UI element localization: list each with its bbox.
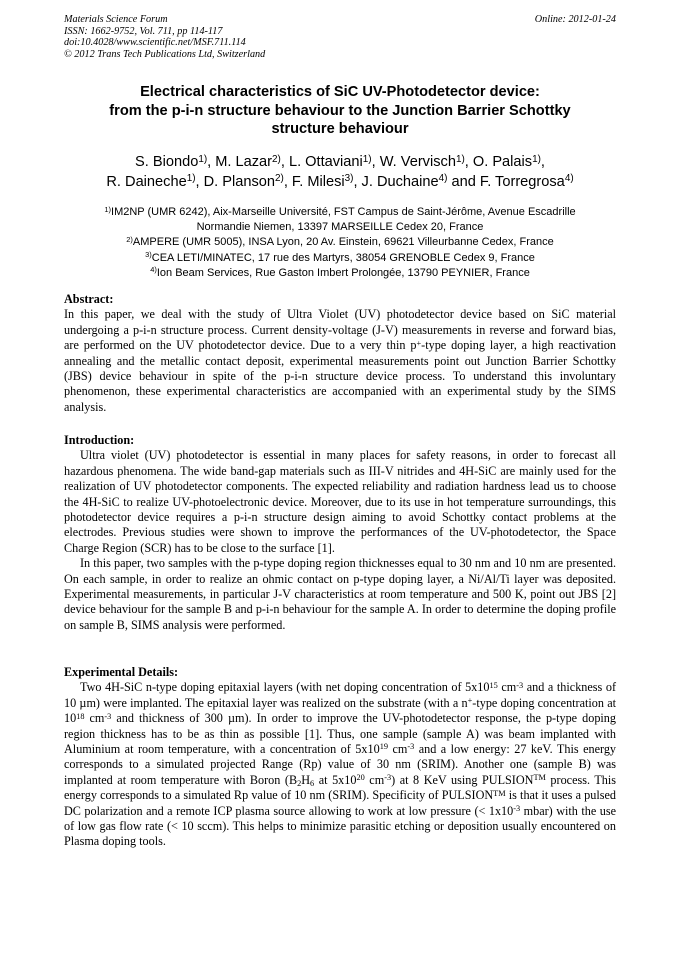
text-run: and a low energy: 27 keV. This energy corresponds to a simulated projected Range (Rp) value of 30 nm (SRIM). Another one (sample B) was implanted at room temperature with Boron (B <box>64 742 617 787</box>
author-separator: , <box>540 154 545 170</box>
abstract-section <box>64 292 616 415</box>
affiliation-text: Ion Beam Services, Rue Gaston Imbert Prolongée, 13790 PEYNIER, France <box>156 266 530 279</box>
text-run: and a thickness of 10 µm) were implanted. The epitaxial layer was realized on the substrate (with a n <box>64 680 617 710</box>
text-run: ) at 8 KeV using PULSION <box>391 772 534 787</box>
body-paragraph <box>64 680 616 849</box>
author-separator: , <box>280 154 289 170</box>
affiliation-text: IM2NP (UMR 6242), Aix-Marseille Université, FST Campus de Saint-Jérôme, Avenue Escadrille <box>111 206 576 218</box>
superscript: TM <box>493 788 506 798</box>
subscript: 2 <box>297 778 302 788</box>
affiliation-text: CEA LETI/MINATEC, 17 rue des Martyrs, 38054 GRENOBLE Cedex 9, France <box>151 251 535 264</box>
journal-issn: ISSN: 1662-9752, Vol. 711, pp 114-117 <box>64 25 223 37</box>
paper-title <box>64 83 616 139</box>
abstract-paragraph <box>64 307 616 415</box>
author-name: F. Milesi <box>291 173 345 190</box>
journal-doi: doi:10.4028/www.scientific.net/MSF.711.114 <box>64 37 246 49</box>
author-separator: , <box>371 154 380 170</box>
superscript: -3 <box>513 803 521 813</box>
superscript: -3 <box>104 711 112 721</box>
experimental-section <box>64 665 616 850</box>
subscript: 6 <box>310 778 315 788</box>
affiliation-line: Normandie Niemen, 13397 MARSEILLE Cedex 20, France <box>196 221 484 234</box>
title-line: structure behaviour <box>271 121 409 138</box>
introduction-section <box>64 433 616 633</box>
text-run: Two 4H-SiC n-type doping epitaxial layers (with net doping concentration of 5x10 <box>80 680 490 695</box>
title-line: Electrical characteristics of SiC UV-Photodetector device: <box>140 84 540 100</box>
text-run: -type doping layer, a high reactivation annealing and the metallic contact deposit, experimental measurements point out Junction Barrier Schottky (JBS) device behaviour in spite of the p-i-n structure device process. To understand this involuntary phenomenon, these experimental characteristics are accompanied with an experimental study by the SIMS analysis. <box>64 338 616 414</box>
superscript: -3 <box>516 680 524 690</box>
author-list <box>64 153 616 193</box>
affiliation-line <box>64 235 616 250</box>
text-run: cm <box>364 772 385 787</box>
author-affiliation-mark: 2) <box>272 153 281 165</box>
section-heading: Introduction: <box>64 433 135 447</box>
author-name: O. Palais <box>472 154 533 170</box>
affiliation-line <box>64 205 616 220</box>
author-separator: , <box>464 154 473 170</box>
superscript: 20 <box>356 773 365 783</box>
title-line: from the p-i-n structure behaviour to the Junction Barrier Schottky <box>109 102 571 119</box>
text-run: at 5x10 <box>314 772 357 787</box>
text-run: -type doping concentration at 10 <box>64 695 617 726</box>
journal-header <box>64 14 616 60</box>
online-date: Online: 2012-01-24 <box>534 14 616 25</box>
superscript: 18 <box>76 711 85 721</box>
author-affiliation-mark: 1) <box>455 153 465 165</box>
text-run: H <box>301 772 311 787</box>
superscript: -3 <box>384 773 392 783</box>
text-run: cm <box>84 711 105 726</box>
text-run: is that it uses a pulsed DC polarization and a remote ICP plasma source allowing to work at low pressure (< 1x10 <box>64 788 616 818</box>
author-name: M. Lazar <box>215 154 273 170</box>
affiliation-text: AMPERE (UMR 5005), INSA Lyon, 20 Av. Einstein, 69621 Villeurbanne Cedex, France <box>132 236 554 249</box>
author-name: L. Ottaviani <box>288 154 363 170</box>
text-run: mbar) with the use of low gas flow rate (< 10 sccm). This helps to minimize parasitic etching or deposition usually encountered on Plasma doping tools. <box>64 803 616 849</box>
author-name: F. Torregrosa <box>479 173 565 190</box>
body-paragraph: In this paper, two samples with the p-type doping region thicknesses equal to 30 nm and 10 nm are presented. On each sample, in order to realize an ohmic contact on p-type doping layer, a Ni/Al/Ti layer was deposited. Experimental measurements, in particular J-V characteristics at room temperature and 500 K, point out JBS [2] device behaviour for the sample B and p-i-n behaviour for the sample A. In order to determine the doping profile on sample B, SIMS analysis were performed. <box>64 556 616 632</box>
author-affiliation-mark: 2) <box>275 173 284 185</box>
author-separator: , <box>207 154 216 170</box>
affiliation-mark: 4) <box>150 265 157 275</box>
affiliation-line <box>64 251 616 266</box>
text-run: and thickness of 300 µm). In order to improve the UV-photodetector response, the p-type doping region thickness has to be as thin as possible [1]. Thus, one sample (sample A) was beam implanted with Aluminium at room temperature, with a concentration of 5x10 <box>64 711 616 757</box>
text-run: process. This energy corresponds to a simulated Rp value of 10 nm (SRIM). Specificity of PULSION <box>64 772 617 803</box>
author-affiliation-mark: 1) <box>186 173 196 185</box>
author-affiliation-mark: 1) <box>362 153 372 165</box>
text-run: cm <box>387 742 408 757</box>
affiliation-mark: 3) <box>145 250 152 260</box>
author-affiliation-mark: 3) <box>344 173 354 185</box>
author-name: S. Biondo <box>135 154 199 170</box>
affiliation-mark: 2) <box>126 235 133 245</box>
journal-name: Materials Science Forum <box>64 14 168 25</box>
author-affiliation-mark: 4) <box>564 173 574 185</box>
affiliation-line <box>64 266 616 281</box>
section-heading: Abstract: <box>64 292 114 306</box>
superscript: TM <box>533 773 546 783</box>
superscript: 15 <box>489 680 498 690</box>
author-affiliation-mark: 1) <box>532 153 541 165</box>
body-paragraph: Ultra violet (UV) photodetector is essential in many places for safety reasons, in order to forecast all hazardous phenomena. The wide band-gap materials such as III-V nitrides and 4H-SiC are mainly used for the realization of UV photodetector components. The expected reliability and radiation hardness lead us to choose the 4H-SiC to realize UV-photoelectronic device. Moreover, due to its use in hot temperature surroundings, this photodetector device requires a p-i-n structure design aiming to avoid Schottky contact problems at the electrodes. Previous studies were shown to improve the performances of the UV-photodetector, the Space Charge Region (SCR) has to be close to the surface [1]. <box>64 448 616 555</box>
author-name: J. Duchaine <box>361 173 439 190</box>
journal-copyright: © 2012 Trans Tech Publications Ltd, Switzerland <box>64 48 266 60</box>
text-run: In this paper, we deal with the study of Ultra Violet (UV) photodetector device based on SiC material undergoing a p-i-n structure process. Current density-voltage (J-V) measurements in reverse and forward bias, are performed on the UV photodetector device. Due to a very thin p <box>64 307 616 353</box>
superscript: + <box>467 696 473 706</box>
superscript: + <box>416 338 422 348</box>
author-affiliation-mark: 1) <box>198 153 208 165</box>
author-separator: , <box>283 173 292 190</box>
text-run: cm <box>497 680 517 695</box>
author-separator: and <box>447 173 480 190</box>
author-affiliation-mark: 4) <box>438 173 448 185</box>
author-line <box>64 173 616 193</box>
section-heading: Experimental Details: <box>64 665 179 679</box>
affiliation-list <box>64 205 616 281</box>
author-separator: , <box>353 173 362 190</box>
affiliation-mark: 1) <box>104 204 112 214</box>
superscript: 19 <box>379 742 388 752</box>
author-separator: , <box>195 173 204 190</box>
author-name: D. Planson <box>203 173 275 190</box>
author-name: R. Daineche <box>106 173 187 190</box>
author-name: W. Vervisch <box>379 154 456 170</box>
superscript: -3 <box>407 742 415 752</box>
author-line <box>64 153 616 173</box>
